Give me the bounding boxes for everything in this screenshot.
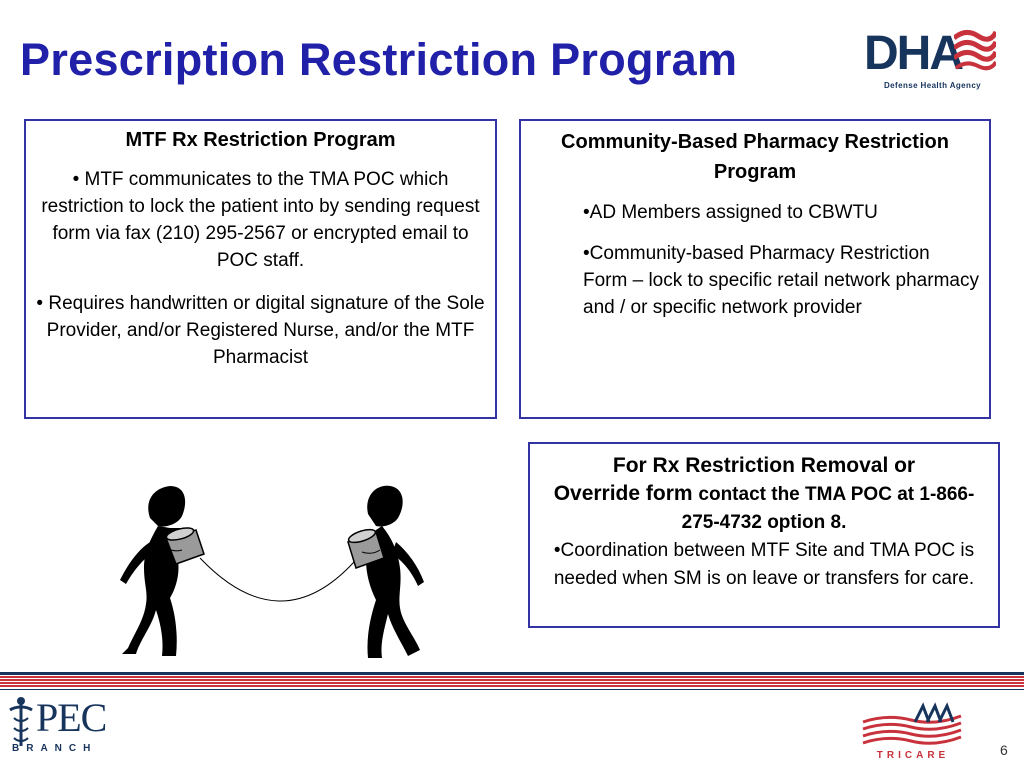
string-line: [200, 558, 354, 601]
mtf-panel-paragraph: • MTF communicates to the TMA POC which restriction to lock the patient into by sending request form via fax (210) 295-2567 or encrypted email to POC staff.: [41, 169, 480, 271]
community-panel-heading: Community-Based Pharmacy Restriction Program: [561, 131, 949, 183]
community-panel-bullet: •AD Members assigned to CBWTU: [583, 202, 878, 223]
dha-logo: [862, 26, 994, 96]
right-figure-icon: [354, 486, 424, 658]
footer-stripe-divider: [0, 672, 1024, 694]
tin-can-telephone-illustration: [100, 480, 460, 670]
mtf-panel-heading: MTF Rx Restriction Program: [125, 129, 396, 151]
removal-panel-body: •Coordination between MTF Site and TMA POC is needed when SM is on leave or transfers for care.: [553, 540, 975, 589]
tricare-logo-word: TRICARE: [876, 750, 950, 761]
dha-logo-subtitle: Defense Health Agency: [884, 81, 982, 90]
tricare-stripes-icon: [857, 702, 969, 748]
pec-logo-branch: BRANCH: [12, 743, 98, 754]
removal-panel-heading: For Rx Restriction Removal or: [612, 454, 916, 477]
pec-branch-logo: [6, 694, 106, 764]
page-number: 6: [1000, 742, 1008, 758]
removal-panel-heading-part: Override form: [553, 482, 699, 505]
community-panel-bullet: •Community-based Pharmacy Restriction Form – lock to specific retail network pharmacy and / or specific network provider: [583, 243, 979, 318]
removal-override-panel: [528, 442, 1000, 628]
tricare-logo: [857, 702, 969, 764]
mtf-restriction-panel: [24, 119, 497, 419]
pec-logo-word: PEC: [36, 695, 107, 740]
left-figure-icon: [120, 486, 190, 656]
caduceus-icon: [8, 696, 34, 748]
dha-flag-stripes-icon: [954, 28, 996, 76]
mtf-panel-paragraph: • Requires handwritten or digital signature of the Sole Provider, and/or Registered Nurse, and/or the MTF Pharmacist: [36, 293, 485, 368]
slide-title: Prescription Restriction Program: [20, 34, 738, 85]
dha-logo-word: DHA: [864, 27, 962, 80]
removal-panel-contact: [540, 480, 988, 537]
community-pharmacy-panel: [519, 119, 991, 419]
removal-panel-contact-text: contact the TMA POC at 1-866-275-4732 option 8.: [681, 484, 975, 533]
